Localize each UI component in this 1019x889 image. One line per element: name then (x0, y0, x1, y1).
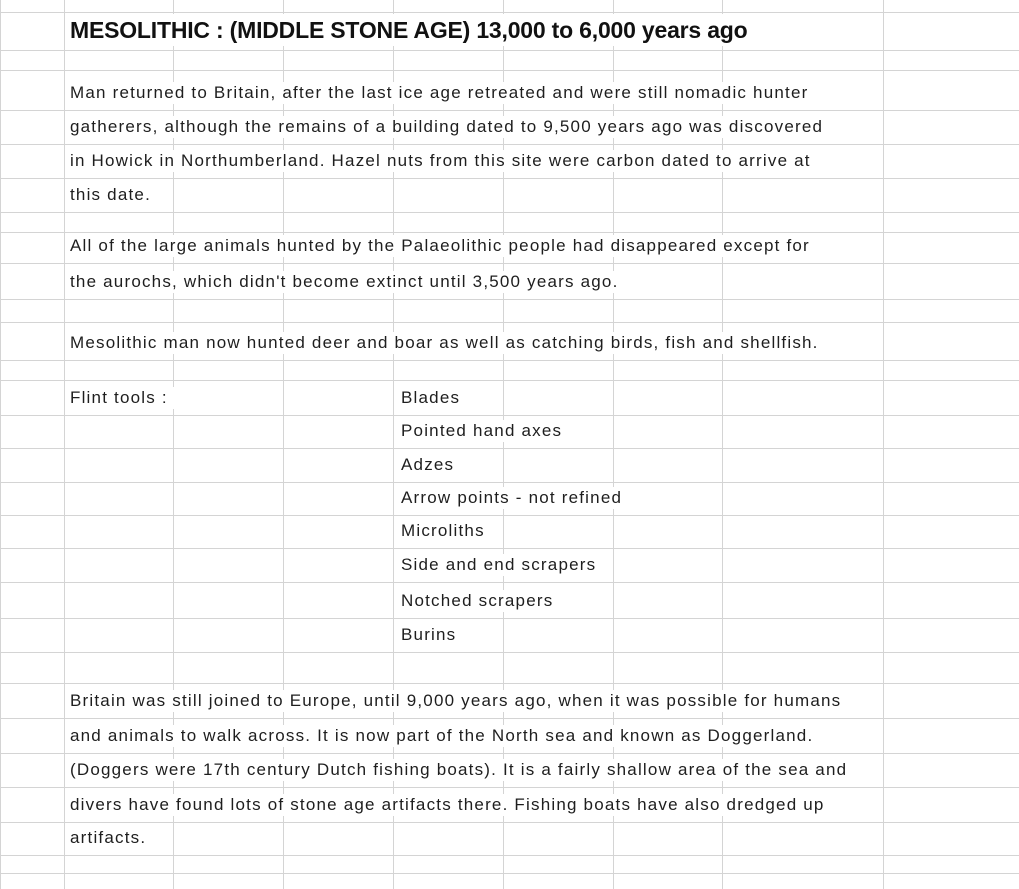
para1-line1-cell[interactable] (68, 70, 818, 110)
tool-item-cell[interactable] (399, 582, 563, 618)
cell-text: Adzes (399, 454, 464, 476)
para4-line3-cell[interactable] (68, 753, 857, 787)
cell-text: Microliths (399, 520, 495, 542)
para4-line1-cell[interactable] (68, 683, 851, 718)
tool-item-cell[interactable] (399, 415, 572, 448)
para1-line3-cell[interactable] (68, 144, 821, 178)
cell-text: this date. (68, 184, 161, 206)
cell-text: in Howick in Northumberland. Hazel nuts from this site were carbon dated to arrive at (68, 150, 821, 172)
cell-text: Side and end scrapers (399, 554, 606, 576)
flint-tools-label-cell[interactable] (68, 380, 178, 415)
cell-text: (Doggers were 17th century Dutch fishing boats). It is a fairly shallow area of the sea and (68, 759, 857, 781)
cell-text: and animals to walk across. It is now part of the North sea and known as Doggerland. (68, 725, 823, 747)
cell-text: Notched scrapers (399, 590, 563, 612)
tool-item-cell[interactable] (399, 482, 632, 515)
para4-line5-cell[interactable] (68, 822, 156, 855)
tool-item-cell[interactable] (399, 515, 495, 548)
cell-text: gatherers, although the remains of a building dated to 9,500 years ago was discovered (68, 116, 833, 138)
para2-line1-cell[interactable] (68, 232, 820, 263)
para4-line4-cell[interactable] (68, 787, 835, 822)
tool-item-cell[interactable] (399, 380, 470, 415)
cell-text: Britain was still joined to Europe, until 9,000 years ago, when it was possible for humans (68, 690, 851, 712)
page-title: MESOLITHIC : (MIDDLE STONE AGE) 13,000 to 6,000 years ago (68, 14, 758, 46)
cell-text: Flint tools : (68, 387, 178, 409)
para3-line1-cell[interactable] (68, 322, 829, 360)
cell-text: divers have found lots of stone age artifacts there. Fishing boats have also dredged up (68, 794, 835, 816)
tool-item-cell[interactable] (399, 548, 606, 582)
title-cell[interactable] (68, 12, 758, 50)
tool-item-cell[interactable] (399, 448, 464, 482)
cell-text: Pointed hand axes (399, 420, 572, 442)
cell-text: Blades (399, 387, 470, 409)
cell-text: the aurochs, which didn't become extinct until 3,500 years ago. (68, 271, 629, 293)
cell-text: Arrow points - not refined (399, 487, 632, 509)
para1-line2-cell[interactable] (68, 110, 833, 144)
cell-text: All of the large animals hunted by the Palaeolithic people had disappeared except for (68, 235, 820, 257)
cell-text: Mesolithic man now hunted deer and boar as well as catching birds, fish and shellfish. (68, 332, 829, 354)
para2-line2-cell[interactable] (68, 263, 629, 299)
para1-line4-cell[interactable] (68, 178, 161, 212)
para4-line2-cell[interactable] (68, 718, 823, 753)
cell-text: Man returned to Britain, after the last ice age retreated and were still nomadic hunter (68, 82, 818, 104)
tool-item-cell[interactable] (399, 618, 466, 652)
cell-text: artifacts. (68, 827, 156, 849)
cell-text: Burins (399, 624, 466, 646)
